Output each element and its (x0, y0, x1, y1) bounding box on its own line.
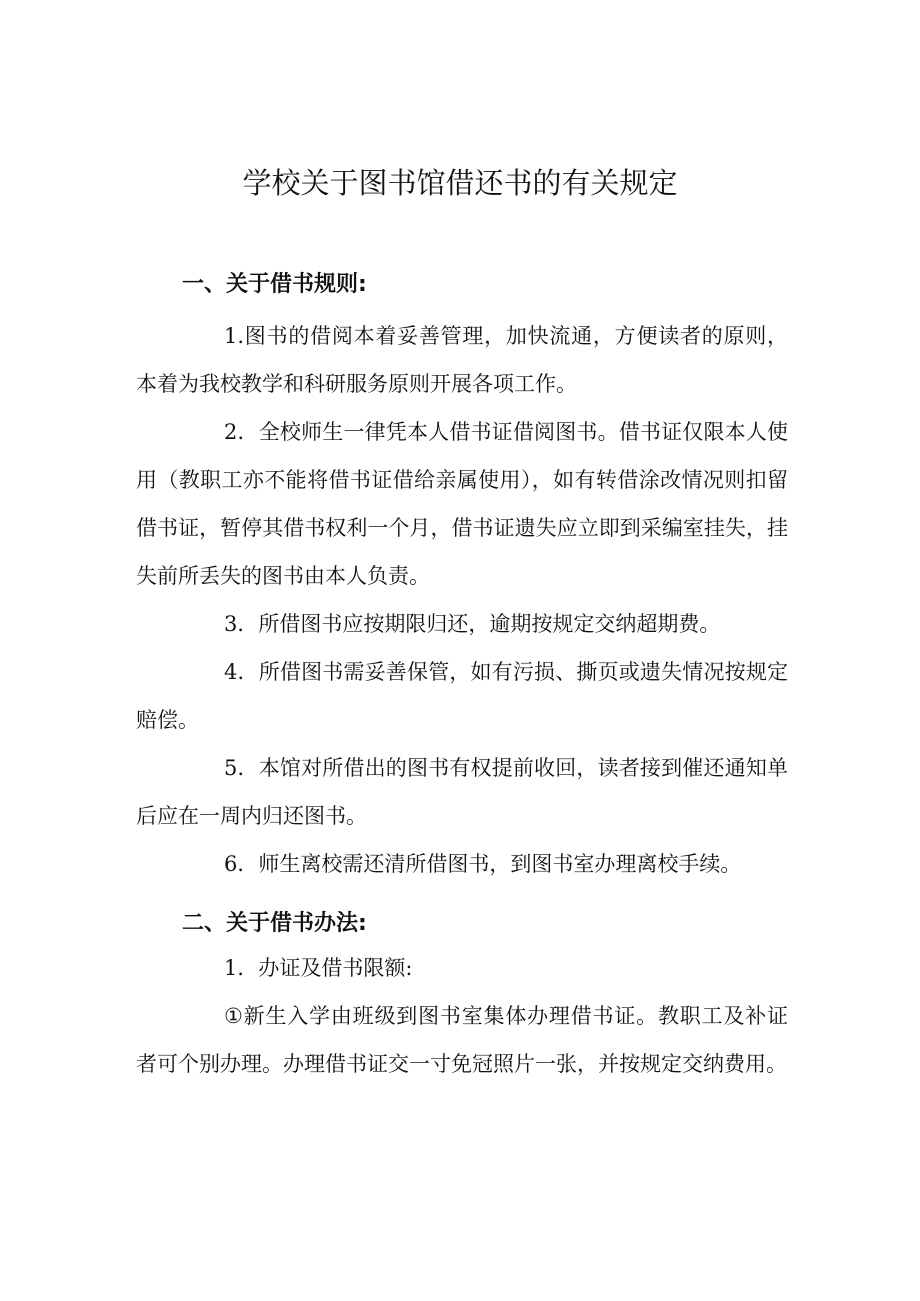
rule-number: 4 (224, 660, 238, 684)
rule-number: 6 (224, 852, 238, 876)
method-paragraph-1 (136, 944, 788, 992)
document-title: 学校关于图书馆借还书的有关规定 (242, 166, 678, 200)
rule-paragraph-6 (136, 840, 788, 888)
rule-text: ．所借图书需妥善保管，如有污损、撕页或遗失情况按规定赔偿。 (136, 660, 788, 732)
rule-text: .图书的借阅本着妥善管理，加快流通，方便读者的原则，本着为我校教学和科研服务原则开展各项工作。 (136, 324, 788, 396)
rule-number: 1 (224, 324, 238, 348)
section-heading-2: 二、关于借书办法: (182, 911, 367, 936)
method-paragraph-2 (136, 992, 788, 1088)
rule-text: ．本馆对所借出的图书有权提前收回，读者接到催还通知单后应在一周内归还图书。 (136, 756, 788, 828)
method-text: ．办证及借书限额: (237, 956, 413, 980)
rule-number: 3 (224, 612, 238, 636)
rule-text: ．所借图书应按期限归还，逾期按规定交纳超期费。 (237, 612, 721, 636)
rule-paragraph-4 (136, 648, 788, 744)
section-heading-1: 一、关于借书规则: (182, 272, 367, 297)
rule-number: 5 (224, 756, 238, 780)
rule-paragraph-2 (136, 408, 788, 600)
method-item-text: 新生入学由班级到图书室集体办理借书证。教职工及补证者可个别办理。办理借书证交一寸免冠照片一张，并按规定交纳费用。 (136, 1004, 788, 1076)
rule-text: ．师生离校需还清所借图书，到图书室办理离校手续。 (237, 852, 742, 876)
rule-paragraph-1 (136, 312, 788, 408)
rule-paragraph-3 (136, 600, 788, 648)
rule-paragraph-5 (136, 744, 788, 840)
method-item-number: ① (224, 1004, 243, 1028)
rule-text: ．全校师生一律凭本人借书证借阅图书。借书证仅限本人使用（教职工亦不能将借书证借给亲属使用），如有转借涂改情况则扣留借书证，暂停其借书权利一个月，借书证遗失应立即到采编室挂失，挂失前所丢失的图书由本人负责。 (136, 420, 788, 588)
rule-number: 2 (224, 420, 238, 444)
method-number: 1 (224, 956, 238, 980)
